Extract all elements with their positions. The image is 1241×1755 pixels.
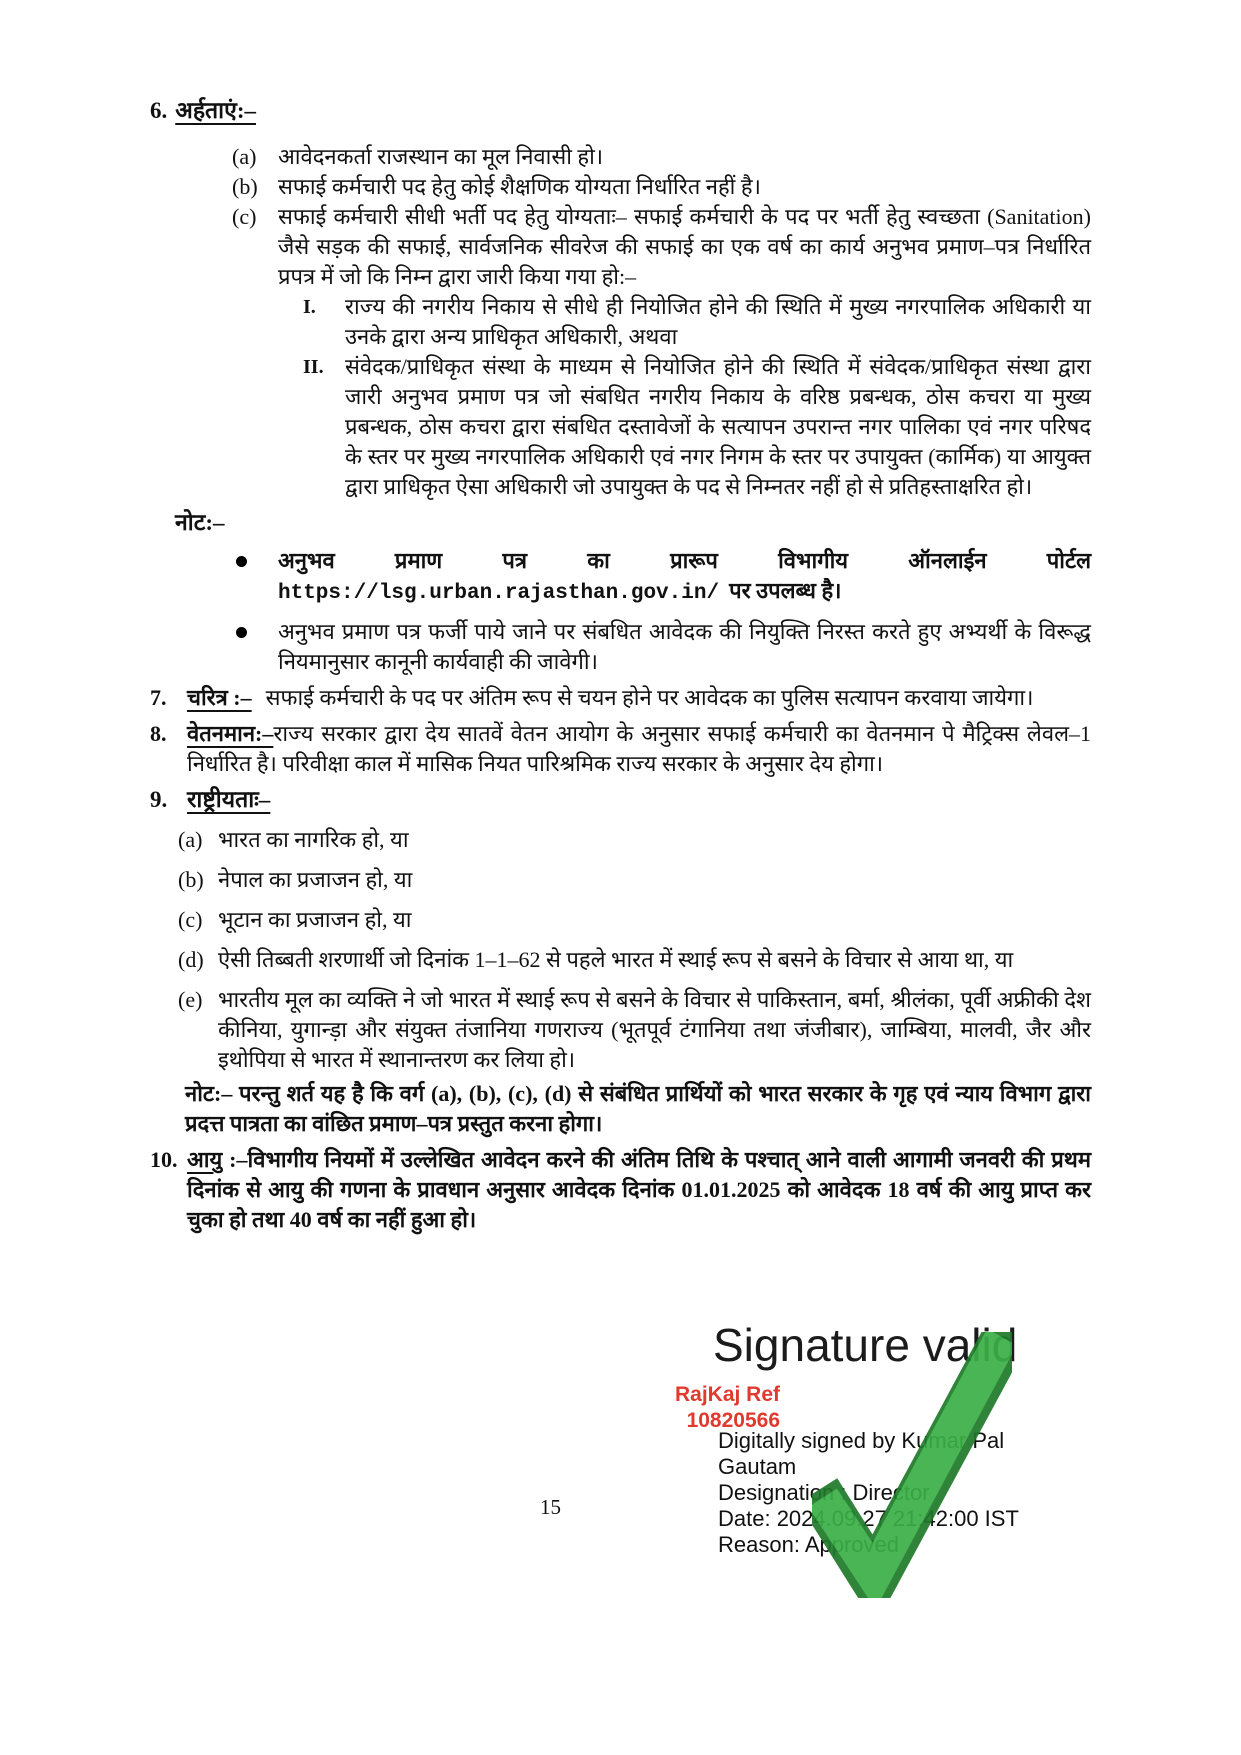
roman-item-2-text: संवेदक/प्राधिकृत संस्था के माध्यम से नियोजित होने की स्थिति में संवेदक/प्राधिकृत संस्था द्वारा जारी अनुभव प्रमाण पत्र जो संबधित नगरीय निकाय के वरिष्ठ प्रबन्धक, ठोस कचरा या मुख्य प्रबन्धक, ठोस कचरा द्वारा संबधित दस्तावेजों के सत्यापन उपरान्त नगर पालिका एवं नगर परिषद के स्तर पर मुख्य नगरपालिक अधिकारी एवं नगर निगम के स्तर पर उपायुक्त (कार्मिक) या आयुक्त द्वारा प्राधिकृत ऐसा अधिकारी जो उपायुक्त के पद से निम्नतर नहीं हो से प्रतिहस्ताक्षरित हो। (345, 354, 1091, 499)
list-item-9c-text: भूटान का प्रजाजन हो, या (218, 907, 412, 932)
signature-reason: Reason: Approved (718, 1532, 900, 1557)
section-7-text: सफाई कर्मचारी के पद पर अंतिम रूप से चयन होने पर आवेदक का पुलिस सत्यापन करवाया जायेगा। (265, 685, 1034, 710)
section-7-character (150, 683, 1091, 713)
list-item-6c-label: (c) (232, 204, 257, 229)
list-item-9c-label: (c) (178, 907, 203, 932)
section-10-age (150, 1145, 1091, 1235)
note-bullet-1-suffix: पर उपलब्ध है। (729, 578, 842, 603)
list-item-9d-text: ऐसी तिब्बती शरणार्थी जो दिनांक 1–1–62 से पहले भारत में स्थाई रूप से बसने के विचार से आया था, या (218, 947, 1014, 972)
rajkaj-reference (590, 1382, 780, 1434)
section-10-label: आयु (187, 1147, 223, 1172)
signature-signed-by-line2: Gautam (718, 1454, 797, 1479)
signature-valid-check-icon (812, 1332, 1012, 1598)
section-10-number: 10. (150, 1147, 178, 1172)
list-item-9b-text: नेपाल का प्रजाजन हो, या (218, 867, 413, 892)
note-bullet-2 (278, 617, 1091, 677)
list-item-6b (232, 172, 1091, 202)
roman-item-2-label: II. (303, 356, 324, 378)
list-item-6a (232, 142, 1091, 172)
section-6-qualifications (150, 96, 1091, 502)
list-item-6a-text: आवेदनकर्ता राजस्थान का मूल निवासी हो। (278, 144, 604, 169)
portal-url-text: https://lsg.urban.rajasthan.gov.in/ (278, 582, 720, 605)
list-item-6c (232, 202, 1091, 292)
list-item-6b-label: (b) (232, 174, 258, 199)
signature-valid-text: Signature valid (713, 1319, 1018, 1371)
section-7-label: चरित्र :– (187, 685, 252, 710)
section-9-number: 9. (150, 787, 168, 812)
list-item-9a (178, 825, 1091, 855)
rajkaj-ref-number: 10820566 (686, 1409, 780, 1432)
roman-item-1-label: I. (303, 296, 316, 318)
list-item-9b (178, 865, 1091, 895)
list-item-9e-label: (e) (178, 987, 203, 1012)
section-6-heading-row (150, 96, 1091, 126)
roman-item-1-text: राज्य की नगरीय निकाय से सीधे ही नियोजित होने की स्थिति में मुख्य नगरपालिक अधिकारी या उनके द्वारा अन्य प्राधिकृत अधिकारी, अथवा (345, 294, 1091, 349)
note-bullet-2-text: अनुभव प्रमाण पत्र फर्जी पाये जाने पर संबधित आवेदक की नियुक्ति निरस्त करते हुए अभ्यर्थी के विरूद्ध नियमानुसार कानूनी कार्यवाही की जावेगी। (278, 619, 1091, 674)
section-8-payscale (150, 719, 1091, 779)
section-9-note: नोट:– परन्तु शर्त यह है कि वर्ग (a), (b), (c), (d) से संबंधित प्रार्थियों को भारत सरकार के गृह एवं न्याय विभाग द्वारा प्रदत्त पात्रता का वांछित प्रमाण–पत्र प्रस्तुत करना होगा। (185, 1081, 1091, 1136)
list-item-9a-text: भारत का नागरिक हो, या (218, 827, 409, 852)
section-7-number: 7. (150, 685, 167, 710)
section-10-label-separator: :– (222, 1147, 248, 1172)
section-6-number: 6. (150, 98, 168, 123)
note-bullet-1-line2 (278, 576, 1091, 609)
list-item-9d (178, 945, 1091, 975)
signature-signed-by-line1: Digitally signed by Kumar Pal (718, 1428, 1005, 1453)
rajkaj-ref-label: RajKaj Ref (674, 1383, 780, 1406)
list-item-9a-label: (a) (178, 827, 203, 852)
note-bullet-1 (278, 546, 1091, 609)
list-item-9b-label: (b) (178, 867, 204, 892)
document-body (150, 96, 1091, 1235)
section-8-number: 8. (150, 721, 167, 746)
bullet-icon (236, 556, 247, 567)
note-bullet-1-line1: अनुभव प्रमाण पत्र का प्रारूप विभागीय ऑनलाईन पोर्टल (278, 548, 1091, 573)
bullet-icon (236, 627, 247, 638)
section-10-text: विभागीय नियमों में उल्लेखित आवेदन करने की अंतिम तिथि के पश्चात् आने वाली आगामी जनवरी की प्रथम दिनांक से आयु की गणना के प्रावधान अनुसार आवेदक दिनांक 01.01.2025 को आवेदक 18 वर्ष की आयु प्राप्त कर चुका हो तथा 40 वर्ष का नहीं हुआ हो। (187, 1147, 1091, 1232)
list-item-9e (178, 985, 1091, 1075)
page-number: 15 (540, 1495, 561, 1519)
list-item-6c-text: सफाई कर्मचारी सीधी भर्ती पद हेतु योग्यताः– सफाई कर्मचारी के पद पर भर्ती हेतु स्वच्छता (Sanitation) जैसे सड़क की सफाई, सार्वजनिक सीवरेज की सफाई का एक वर्ष का कार्य अनुभव प्रमाण–पत्र निर्धारित प्रपत्र में जो कि निम्न द्वारा जारी किया गया हो:– (278, 204, 1091, 289)
list-item-9d-label: (d) (178, 947, 204, 972)
section-8-text: राज्य सरकार द्वारा देय सातवें वेतन आयोग के अनुसार सफाई कर्मचारी का वेतनमान पे मैट्रिक्स लेवल–1 निर्धारित है। परिवीक्षा काल में मासिक नियत पारिश्रमिक राज्य सरकार के अनुसार देय होगा। (187, 721, 1091, 776)
note-label: नोट:– (175, 510, 225, 535)
roman-item-1 (303, 292, 1091, 352)
list-item-6b-text: सफाई कर्मचारी पद हेतु कोई शैक्षणिक योग्यता निर्धारित नहीं है। (278, 174, 761, 199)
signature-date: Date: 2024.09.27 21:42:00 IST (718, 1506, 1019, 1531)
section-9-heading: राष्ट्रीयताः– (187, 787, 271, 812)
note-block (150, 508, 1091, 677)
roman-item-2 (303, 352, 1091, 502)
section-9-heading-row (150, 785, 1091, 815)
list-item-6a-label: (a) (232, 144, 257, 169)
section-6-heading: अर्हताएं:– (175, 98, 256, 123)
list-item-9e-text: भारतीय मूल का व्यक्ति ने जो भारत में स्थाई रूप से बसने के विचार से पाकिस्तान, बर्मा, श्रीलंका, पूर्वी अफ्रीकी देश कीनिया, युगान्ड़ा और संयुक्त तंजानिया गणराज्य (भूतपूर्व टंगानिया तथा जंजीबार), जाम्बिया, मालवी, जैर और इथोपिया से भारत में स्थानान्तरण कर लिया हो। (218, 987, 1091, 1072)
signature-designation: Designation : Director (718, 1480, 930, 1505)
list-item-9c (178, 905, 1091, 935)
section-8-label: वेतनमान:– (187, 721, 274, 746)
